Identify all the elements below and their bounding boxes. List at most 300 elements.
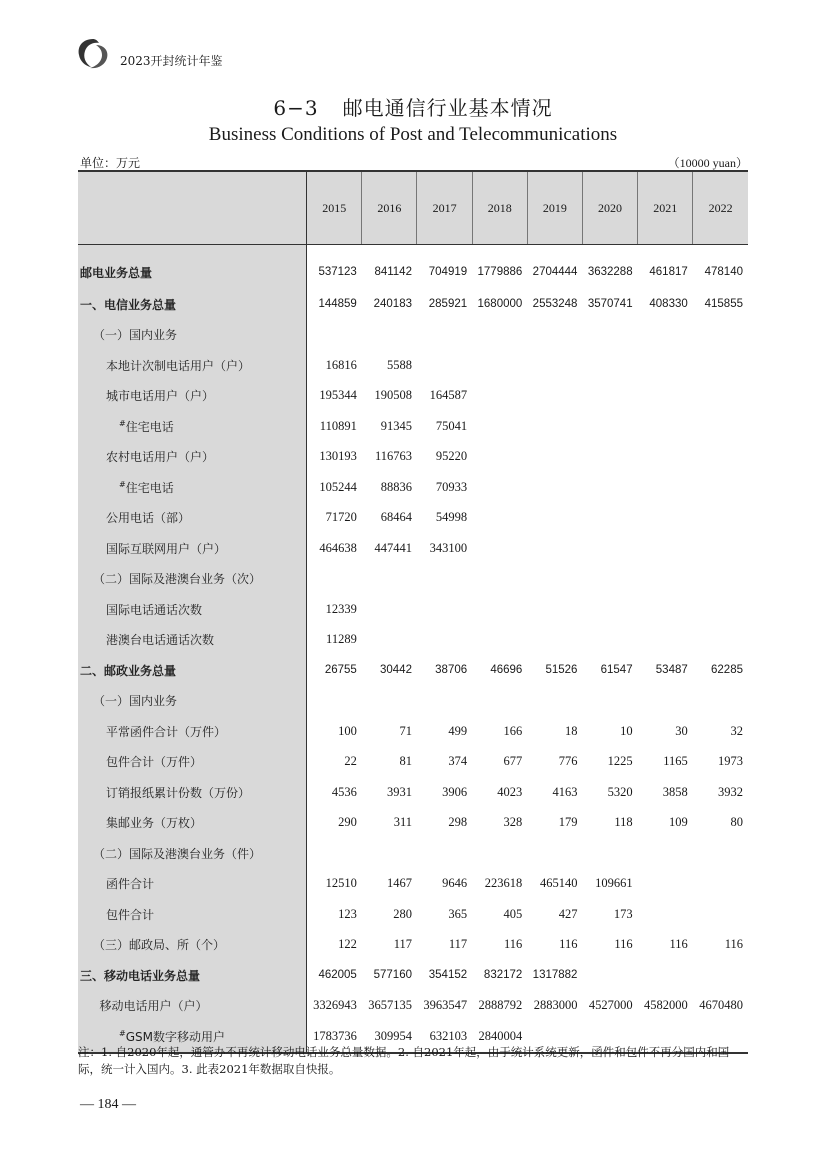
value-cell <box>527 503 582 534</box>
value-cell: 4582000 <box>644 998 688 1013</box>
value-cell <box>527 381 582 412</box>
row-label <box>78 899 307 930</box>
table-row <box>78 289 748 320</box>
value-cell <box>472 686 527 717</box>
table-row <box>78 930 748 961</box>
value-cell: 12339 <box>325 601 357 616</box>
value-cell: 5320 <box>607 784 633 799</box>
value-cell <box>417 594 472 625</box>
table-row <box>78 533 748 564</box>
value-cell <box>417 320 472 351</box>
row-label-text: 城市电话用户（户） <box>106 389 215 404</box>
value-cell <box>638 564 693 595</box>
row-label-text: 一、电信业务总量 <box>80 297 177 312</box>
table-row <box>78 245 748 290</box>
value-cell <box>417 564 472 595</box>
value-cell <box>693 320 748 351</box>
row-label <box>78 442 307 473</box>
table-title-cn <box>0 92 826 121</box>
value-cell: 3657135 <box>368 998 412 1013</box>
row-label-text: 平常函件合计（万件） <box>106 724 227 739</box>
value-cell <box>693 960 748 991</box>
value-cell <box>417 838 472 869</box>
value-cell <box>472 564 527 595</box>
value-cell: 12510 <box>325 876 357 891</box>
row-label <box>78 655 307 686</box>
value-cell: 118 <box>614 815 633 830</box>
value-cell <box>693 503 748 534</box>
table-row <box>78 381 748 412</box>
value-cell <box>472 320 527 351</box>
value-cell <box>307 838 362 869</box>
row-label-text: 农村电话用户（户） <box>106 450 215 465</box>
value-cell: 2888792 <box>478 998 523 1013</box>
year-header: 2015 <box>307 171 362 245</box>
value-cell: 116763 <box>374 449 412 464</box>
value-cell <box>582 625 637 656</box>
table-row <box>78 655 748 686</box>
row-label <box>78 869 307 900</box>
row-label-text: 住宅电话 <box>125 480 174 495</box>
value-cell <box>638 533 693 564</box>
table-row <box>78 991 748 1022</box>
table-number: 6−3 <box>273 96 319 120</box>
row-label <box>78 289 307 320</box>
value-cell: 61547 <box>600 664 633 677</box>
value-cell: 328 <box>503 815 523 830</box>
row-label-mark: # <box>119 479 126 489</box>
table-row <box>78 320 748 351</box>
yearbook-logo-icon <box>74 36 112 70</box>
value-cell: 164587 <box>429 388 468 403</box>
value-cell: 109661 <box>595 876 633 891</box>
row-label-text: 公用电话（部） <box>106 511 191 526</box>
value-cell: 677 <box>503 754 523 769</box>
value-cell: 2840004 <box>472 1021 527 1053</box>
value-cell <box>527 442 582 473</box>
value-cell: 100 <box>338 723 357 738</box>
value-cell: 240183 <box>373 298 412 311</box>
value-cell: 3570741 <box>587 298 633 311</box>
value-cell: 109 <box>669 815 688 830</box>
value-cell <box>527 350 582 381</box>
value-cell: 704919 <box>428 266 468 278</box>
value-cell: 4536 <box>331 784 357 799</box>
value-cell: 478140 <box>704 266 743 278</box>
value-cell: 116 <box>504 937 523 952</box>
value-cell: 841142 <box>374 266 412 278</box>
value-cell: 461817 <box>649 266 688 278</box>
value-cell: 1225 <box>607 754 633 769</box>
value-cell: 3906 <box>442 784 468 799</box>
value-cell: 1467 <box>386 876 412 891</box>
value-cell: 117 <box>393 937 412 952</box>
value-cell: 81 <box>399 754 412 769</box>
table-row <box>78 838 748 869</box>
value-cell <box>472 350 527 381</box>
row-label <box>78 991 307 1022</box>
value-cell: 54998 <box>435 510 468 525</box>
value-cell: 447441 <box>374 540 412 555</box>
value-cell: 190508 <box>374 388 412 403</box>
value-cell <box>582 533 637 564</box>
year-header: 2017 <box>417 171 472 245</box>
value-cell: 46696 <box>490 664 523 677</box>
row-label <box>78 808 307 839</box>
value-cell <box>638 350 693 381</box>
value-cell <box>582 960 637 991</box>
value-cell <box>693 472 748 503</box>
value-cell: 2553248 <box>532 298 578 311</box>
value-cell: 4670480 <box>699 998 743 1013</box>
value-cell <box>527 625 582 656</box>
value-cell: 3858 <box>662 784 688 799</box>
value-cell: 117 <box>448 937 468 952</box>
row-label-text: 国际电话通话次数 <box>106 602 203 617</box>
value-cell <box>362 686 417 717</box>
row-label-text: 订销报纸累计份数（万份） <box>106 785 251 800</box>
row-label-text: 住宅电话 <box>125 419 174 434</box>
table-row <box>78 350 748 381</box>
row-label-text: 函件合计 <box>106 877 155 892</box>
value-cell <box>582 320 637 351</box>
value-cell <box>638 838 693 869</box>
row-label <box>78 472 307 503</box>
value-cell <box>582 686 637 717</box>
footnote: 注：1. 自2020年起，通管办不再统计移动电话业务总量数据。2. 自2021年起，由于统计系统更新，函件和包件不再分国内和国际，统一计入国内。3. 此表2021年数据取自快报。 <box>78 1045 730 1076</box>
value-cell <box>693 350 748 381</box>
value-cell: 3632288 <box>587 266 633 278</box>
value-cell: 116 <box>614 937 633 952</box>
row-label <box>78 930 307 961</box>
row-label <box>78 411 307 442</box>
value-cell <box>417 686 472 717</box>
row-label <box>78 594 307 625</box>
value-cell: 408330 <box>649 298 688 311</box>
value-cell: 3932 <box>718 784 743 799</box>
value-cell <box>638 503 693 534</box>
row-label-text: 移动电话用户（户） <box>99 999 208 1014</box>
row-label <box>78 716 307 747</box>
value-cell: 116 <box>559 937 578 952</box>
value-cell <box>362 625 417 656</box>
page-number: — 184 — <box>80 1097 136 1112</box>
header-row <box>78 171 748 245</box>
value-cell: 80 <box>730 815 743 830</box>
table-row <box>78 503 748 534</box>
value-cell: 18 <box>564 723 578 738</box>
value-cell: 632103 <box>417 1021 472 1053</box>
table-row <box>78 472 748 503</box>
value-cell: 3931 <box>386 784 412 799</box>
value-cell <box>582 564 637 595</box>
value-cell: 285921 <box>428 298 468 311</box>
value-cell: 30442 <box>380 664 412 677</box>
value-cell: 71720 <box>325 510 357 525</box>
value-cell <box>307 686 362 717</box>
value-cell <box>638 442 693 473</box>
row-label <box>78 350 307 381</box>
value-cell: 53487 <box>655 664 688 677</box>
value-cell: 51526 <box>545 664 578 677</box>
value-cell: 130193 <box>319 449 357 464</box>
value-cell: 4527000 <box>588 998 633 1013</box>
row-label <box>78 533 307 564</box>
value-cell: 71 <box>399 723 412 738</box>
unit-label-en: （10000 yuan） <box>667 156 748 170</box>
value-cell: 2704444 <box>532 266 578 278</box>
table-row <box>78 594 748 625</box>
value-cell: 116 <box>724 937 743 952</box>
value-cell <box>638 472 693 503</box>
value-cell <box>638 960 693 991</box>
value-cell <box>527 411 582 442</box>
value-cell: 166 <box>503 723 523 738</box>
value-cell: 405 <box>503 906 523 921</box>
value-cell: 123 <box>338 906 357 921</box>
value-cell: 11289 <box>326 632 357 647</box>
value-cell: 223618 <box>484 876 523 891</box>
value-cell: 427 <box>558 906 578 921</box>
value-cell <box>638 320 693 351</box>
value-cell: 354152 <box>428 969 468 982</box>
value-cell <box>638 899 693 930</box>
yearbook-title: 2023开封统计年鉴 <box>120 54 223 68</box>
value-cell: 309954 <box>362 1021 417 1053</box>
row-label-mark: # <box>119 418 126 428</box>
row-label-text: 港澳台电话通话次数 <box>106 633 215 648</box>
value-cell: 776 <box>558 754 578 769</box>
value-cell <box>472 411 527 442</box>
row-label-text: 国际互联网用户（户） <box>106 541 227 556</box>
value-cell: 70933 <box>435 479 468 494</box>
row-label-text: 三、移动电话业务总量 <box>80 968 201 983</box>
row-label <box>78 564 307 595</box>
table-row <box>78 777 748 808</box>
value-cell <box>693 442 748 473</box>
value-cell <box>582 381 637 412</box>
value-cell: 68464 <box>380 510 412 525</box>
value-cell <box>693 381 748 412</box>
unit-label-cn: 单位：万元 <box>80 156 141 170</box>
row-label <box>78 838 307 869</box>
row-label-text: 本地计次制电话用户（户） <box>106 358 251 373</box>
value-cell: 4163 <box>552 784 578 799</box>
value-cell <box>527 564 582 595</box>
table-body <box>78 245 748 1053</box>
value-cell: 95220 <box>435 449 468 464</box>
value-cell <box>638 686 693 717</box>
value-cell <box>472 442 527 473</box>
value-cell: 374 <box>448 754 468 769</box>
value-cell: 22 <box>344 754 357 769</box>
value-cell: 5588 <box>386 357 412 372</box>
value-cell: 9646 <box>442 876 468 891</box>
value-cell: 462005 <box>318 969 357 982</box>
row-label-mark: # <box>119 1028 126 1038</box>
value-cell <box>417 625 472 656</box>
value-cell <box>693 686 748 717</box>
value-cell <box>582 472 637 503</box>
value-cell: 62285 <box>711 664 743 677</box>
value-cell <box>472 381 527 412</box>
value-cell: 75041 <box>435 418 468 433</box>
row-label <box>78 381 307 412</box>
value-cell: 1680000 <box>477 298 523 311</box>
year-header: 2018 <box>472 171 527 245</box>
table-row <box>78 442 748 473</box>
value-cell: 2883000 <box>533 998 578 1013</box>
value-cell <box>638 625 693 656</box>
value-cell <box>693 533 748 564</box>
row-label <box>78 777 307 808</box>
value-cell <box>472 594 527 625</box>
header-label-cell <box>78 171 307 245</box>
value-cell: 365 <box>448 906 468 921</box>
value-cell <box>582 411 637 442</box>
value-cell <box>693 838 748 869</box>
value-cell: 32 <box>730 723 743 738</box>
row-label <box>78 625 307 656</box>
value-cell: 38706 <box>435 664 468 677</box>
row-label-text: 包件合计 <box>106 907 155 922</box>
value-cell: 110891 <box>319 418 357 433</box>
table-row <box>78 899 748 930</box>
value-cell <box>693 564 748 595</box>
table-title-text: 邮电通信行业基本情况 <box>342 96 553 120</box>
value-cell <box>527 472 582 503</box>
value-cell <box>472 533 527 564</box>
value-cell <box>527 594 582 625</box>
value-cell: 26755 <box>324 664 357 677</box>
value-cell: 1783736 <box>307 1021 362 1053</box>
row-label <box>78 686 307 717</box>
value-cell <box>638 381 693 412</box>
row-label-text: （一）国内业务 <box>93 694 178 709</box>
value-cell: 144859 <box>318 298 357 311</box>
value-cell <box>638 594 693 625</box>
value-cell <box>307 564 362 595</box>
value-cell <box>527 320 582 351</box>
table-row <box>78 960 748 991</box>
value-cell: 195344 <box>319 388 357 403</box>
row-label-text: （三）邮政局、所（个） <box>93 938 226 953</box>
row-label <box>78 320 307 351</box>
year-header: 2019 <box>527 171 582 245</box>
table-row <box>78 686 748 717</box>
year-header: 2022 <box>693 171 748 245</box>
row-label <box>78 960 307 991</box>
value-cell: 298 <box>448 815 468 830</box>
value-cell: 832172 <box>483 969 523 982</box>
value-cell <box>472 838 527 869</box>
value-cell: 122 <box>338 937 357 952</box>
value-cell <box>527 686 582 717</box>
value-cell: 91345 <box>380 418 412 433</box>
value-cell: 577160 <box>373 969 412 982</box>
value-cell <box>362 320 417 351</box>
value-cell: 173 <box>613 906 633 921</box>
year-header: 2016 <box>362 171 417 245</box>
row-label <box>78 747 307 778</box>
row-label <box>78 245 307 290</box>
value-cell: 88836 <box>380 479 412 494</box>
value-cell: 105244 <box>319 479 357 494</box>
statistics-table <box>78 170 748 1054</box>
value-cell: 464638 <box>319 540 357 555</box>
value-cell <box>693 899 748 930</box>
row-label-text: （一）国内业务 <box>93 328 178 343</box>
value-cell: 179 <box>558 815 578 830</box>
value-cell: 280 <box>393 906 412 921</box>
value-cell: 4023 <box>497 784 523 799</box>
value-cell <box>527 838 582 869</box>
value-cell <box>638 869 693 900</box>
value-cell <box>527 533 582 564</box>
year-header: 2021 <box>638 171 693 245</box>
value-cell: 1973 <box>718 754 743 769</box>
value-cell <box>582 442 637 473</box>
row-label-text: 二、邮政业务总量 <box>80 663 177 678</box>
value-cell: 499 <box>448 723 468 738</box>
value-cell <box>638 411 693 442</box>
value-cell <box>307 320 362 351</box>
value-cell: 3963547 <box>423 998 468 1013</box>
value-cell <box>693 594 748 625</box>
value-cell: 465140 <box>539 876 578 891</box>
value-cell: 16816 <box>325 357 357 372</box>
table-row <box>78 808 748 839</box>
year-header: 2020 <box>582 171 637 245</box>
row-label-text: （二）国际及港澳台业务（次） <box>93 572 262 587</box>
value-cell: 1779886 <box>477 266 523 278</box>
table-row <box>78 564 748 595</box>
value-cell: 3326943 <box>313 998 357 1013</box>
value-cell <box>472 625 527 656</box>
table-row <box>78 869 748 900</box>
value-cell: 311 <box>393 815 412 830</box>
value-cell <box>472 472 527 503</box>
value-cell <box>582 350 637 381</box>
value-cell <box>582 503 637 534</box>
row-label <box>78 503 307 534</box>
value-cell: 116 <box>669 937 688 952</box>
value-cell <box>417 350 472 381</box>
value-cell <box>362 594 417 625</box>
table-title-en: Business Conditions of Post and Telecommunications <box>208 124 618 145</box>
row-label-text: 邮电业务总量 <box>80 265 153 280</box>
value-cell: 1317882 <box>532 969 578 982</box>
value-cell <box>362 838 417 869</box>
value-cell <box>582 838 637 869</box>
table-row <box>78 411 748 442</box>
value-cell: 10 <box>620 723 633 738</box>
value-cell: 343100 <box>429 540 468 555</box>
table-row <box>78 747 748 778</box>
row-label-text: （二）国际及港澳台业务（件） <box>93 846 262 861</box>
table-row <box>78 716 748 747</box>
value-cell: 30 <box>675 723 688 738</box>
value-cell <box>693 625 748 656</box>
value-cell <box>362 564 417 595</box>
row-label-text: GSM数字移动用户 <box>125 1029 225 1044</box>
row-label-text: 集邮业务（万枚） <box>106 816 203 831</box>
value-cell <box>472 503 527 534</box>
table-row <box>78 625 748 656</box>
value-cell: 1165 <box>663 754 688 769</box>
value-cell: 537123 <box>318 266 357 278</box>
row-label-text: 包件合计（万件） <box>106 755 203 770</box>
